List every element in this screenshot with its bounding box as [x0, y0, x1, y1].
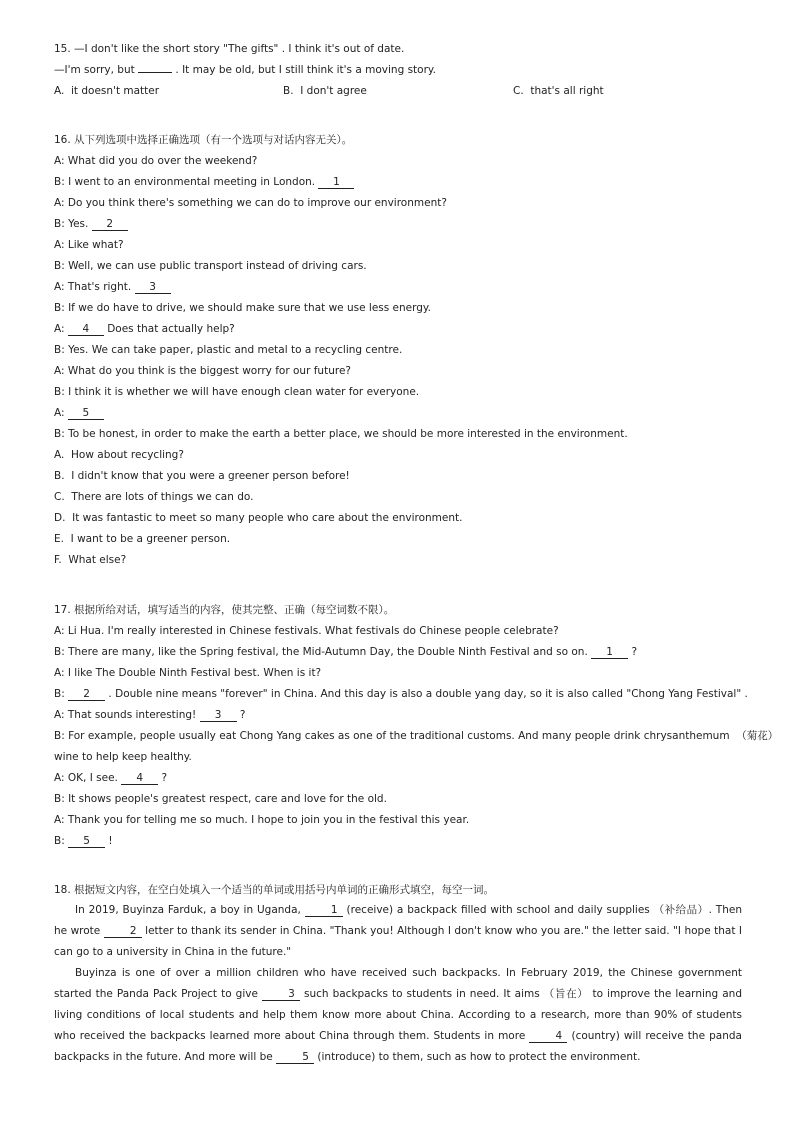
- q16-line: [54, 259, 367, 273]
- q16-line-text: B: Well, we can use public transport instead of driving cars.: [54, 260, 367, 272]
- q16-option[interactable]: A. How about recycling?: [54, 449, 184, 461]
- q17-line-text: B:: [54, 688, 69, 700]
- q16-option[interactable]: C. There are lots of things we can do.: [54, 491, 254, 503]
- q16-blank-2[interactable]: 2: [92, 218, 128, 231]
- q16-line: [54, 322, 235, 336]
- q16-line-text: A:: [54, 323, 68, 335]
- q16-option[interactable]: B. I didn't know that you were a greener person before!: [54, 470, 350, 482]
- q18-text: such backpacks to students in need. It aims （旨在） to improve the learning and living conditions of local students and help them know more about China. According to a research, more than 90% of students who received the backpacks learned more about China through them. Students in more: [54, 988, 742, 1042]
- q18-blank-3[interactable]: 3: [262, 988, 300, 1001]
- q16-line-text: A: Do you think there's something we can do to improve our environment?: [54, 197, 447, 209]
- q16-blank-4[interactable]: 4: [68, 323, 104, 336]
- q16-title: 16. 从下列选项中选择正确选项（有一个选项与对话内容无关）。: [54, 134, 353, 146]
- q16-line: [54, 217, 128, 231]
- q16-blank-1[interactable]: 1: [318, 176, 354, 189]
- q16-blank-5[interactable]: 5: [68, 407, 104, 420]
- q16-blank-3[interactable]: 3: [135, 281, 171, 294]
- q17-line: [54, 666, 321, 680]
- q17-line: [54, 645, 637, 659]
- q17-line-text: A: OK, I see.: [54, 772, 122, 784]
- q16-line: [54, 175, 354, 189]
- q15-line2-text: . It may be old, but I still think it's a moving story.: [172, 64, 436, 76]
- q16-line-text: B: Yes.: [54, 218, 92, 230]
- q16-line-text: B: Yes. We can take paper, plastic and metal to a recycling centre.: [54, 344, 403, 356]
- q17-blank-2[interactable]: 2: [68, 688, 105, 701]
- q17-line-text: !: [105, 835, 113, 847]
- q16-line-text: A: Like what?: [54, 239, 124, 251]
- q15-stem: 15. —I don't like the short story "The gifts" . I think it's out of date.: [54, 43, 405, 55]
- q17-line-text: B: It shows people's greatest respect, care and love for the old.: [54, 793, 387, 805]
- q17-title: 17. 根据所给对话，填写适当的内容，使其完整、正确（每空词数不限）。: [54, 604, 395, 616]
- q18-paragraph-1: [54, 900, 742, 963]
- q17-line-text: A: I like The Double Ninth Festival best. When is it?: [54, 667, 322, 679]
- q18-blank-5[interactable]: 5: [276, 1051, 314, 1064]
- q16-line: [54, 196, 447, 210]
- q17-line: [54, 624, 559, 638]
- q17-blank-1[interactable]: 1: [591, 646, 628, 659]
- q18-text: letter to thank its sender in China. "Thank you! Although I don't know who you are." the letter said. "I hope that I can go to a university in China in the future.": [54, 925, 742, 958]
- q18-blank-4[interactable]: 4: [529, 1030, 567, 1043]
- q17-line-text: B:: [54, 835, 69, 847]
- q18-blank-2[interactable]: 2: [104, 925, 142, 938]
- q16-line-text: B: If we do have to drive, we should make sure that we use less energy.: [54, 302, 431, 314]
- q16-line: [54, 385, 419, 399]
- q16-line: [54, 406, 104, 420]
- q16-option[interactable]: D. It was fantastic to meet so many people who care about the environment.: [54, 512, 463, 524]
- q17-line-text: . Double nine means "forever" in China. And this day is also a double yang day, so it is also called "Chong Yang Festival" .: [105, 688, 748, 700]
- q17-line-text: wine to help keep healthy.: [54, 751, 192, 763]
- q17-blank-5[interactable]: 5: [68, 835, 105, 848]
- q15-option-a[interactable]: A. it doesn't matter: [54, 85, 160, 97]
- q18-title: 18. 根据短文内容，在空白处填入一个适当的单词或用括号内单词的正确形式填空，每空一词。: [54, 884, 495, 896]
- q17-line-text: A: Li Hua. I'm really interested in Chinese festivals. What festivals do Chinese people celebrate?: [54, 625, 559, 637]
- q16-line-text: A: That's right.: [54, 281, 135, 293]
- q17-line-text: ?: [628, 646, 638, 658]
- q16-line-text: A: What do you think is the biggest worry for our future?: [54, 365, 351, 377]
- q17-blank-4[interactable]: 4: [121, 772, 158, 785]
- q15-option-b[interactable]: B. I don't agree: [283, 85, 367, 97]
- q17-line-text: A: That sounds interesting!: [54, 709, 200, 721]
- q17-line: [54, 771, 167, 785]
- q18-text: In 2019, Buyinza Farduk, a boy in Uganda,: [75, 904, 305, 916]
- q17-line: [54, 813, 469, 827]
- q15-line2-text: —I'm sorry, but: [54, 64, 139, 76]
- q18-text: (introduce) to them, such as how to protect the environment.: [314, 1051, 641, 1063]
- q16-line-text: B: To be honest, in order to make the earth a better place, we should be more interested in the environment.: [54, 428, 628, 440]
- q18-paragraph-2: [54, 963, 742, 1068]
- q16-line: [54, 154, 257, 168]
- q16-line: [54, 343, 402, 357]
- q18-blank-1[interactable]: 1: [305, 904, 343, 917]
- q17-line: [54, 687, 748, 701]
- q17-line: [54, 834, 113, 848]
- q18-text: (receive) a backpack filled with school and daily supplies （补给品）. Then he wrote: [54, 904, 742, 937]
- q15-blank[interactable]: [138, 72, 172, 73]
- q17-line-text: B: For example, people usually eat Chong Yang cakes as one of the traditional customs. And many people drink chrysanthemum （菊花）: [54, 730, 779, 742]
- q15-option-c[interactable]: C. that's all right: [513, 85, 604, 97]
- q16-line-text: B: I think it is whether we will have enough clean water for everyone.: [54, 386, 420, 398]
- q17-line-text: ?: [236, 709, 246, 721]
- q17-line: [54, 708, 246, 722]
- q17-line: [54, 750, 192, 764]
- q16-line-text: Does that actually help?: [103, 323, 235, 335]
- q16-line-text: A:: [54, 407, 68, 419]
- q17-line-text: A: Thank you for telling me so much. I hope to join you in the festival this year.: [54, 814, 470, 826]
- q17-line-text: B: There are many, like the Spring festival, the Mid-Autumn Day, the Double Ninth Festival and so on.: [54, 646, 592, 658]
- q18-text: Buyinza is one of over a million children who have received such backpacks. In February 2019, the Chinese government started the Panda Pack Project to give: [54, 967, 742, 1000]
- q16-line-text: A: What did you do over the weekend?: [54, 155, 258, 167]
- q16-line: [54, 301, 431, 315]
- q16-option[interactable]: E. I want to be a greener person.: [54, 533, 231, 545]
- q16-line: [54, 280, 171, 294]
- q16-line: [54, 364, 351, 378]
- q16-line: [54, 238, 124, 252]
- q16-option[interactable]: F. What else?: [54, 554, 127, 566]
- q17-line: [54, 792, 387, 806]
- q17-line-text: ?: [158, 772, 168, 784]
- q18-text: (country) will receive the panda backpacks in the future. And more will be: [54, 1030, 742, 1063]
- q17-line: [54, 729, 778, 743]
- q15-line2: [54, 63, 436, 77]
- q17-blank-3[interactable]: 3: [200, 709, 237, 722]
- q16-line: [54, 427, 628, 441]
- q16-line-text: B: I went to an environmental meeting in London.: [54, 176, 319, 188]
